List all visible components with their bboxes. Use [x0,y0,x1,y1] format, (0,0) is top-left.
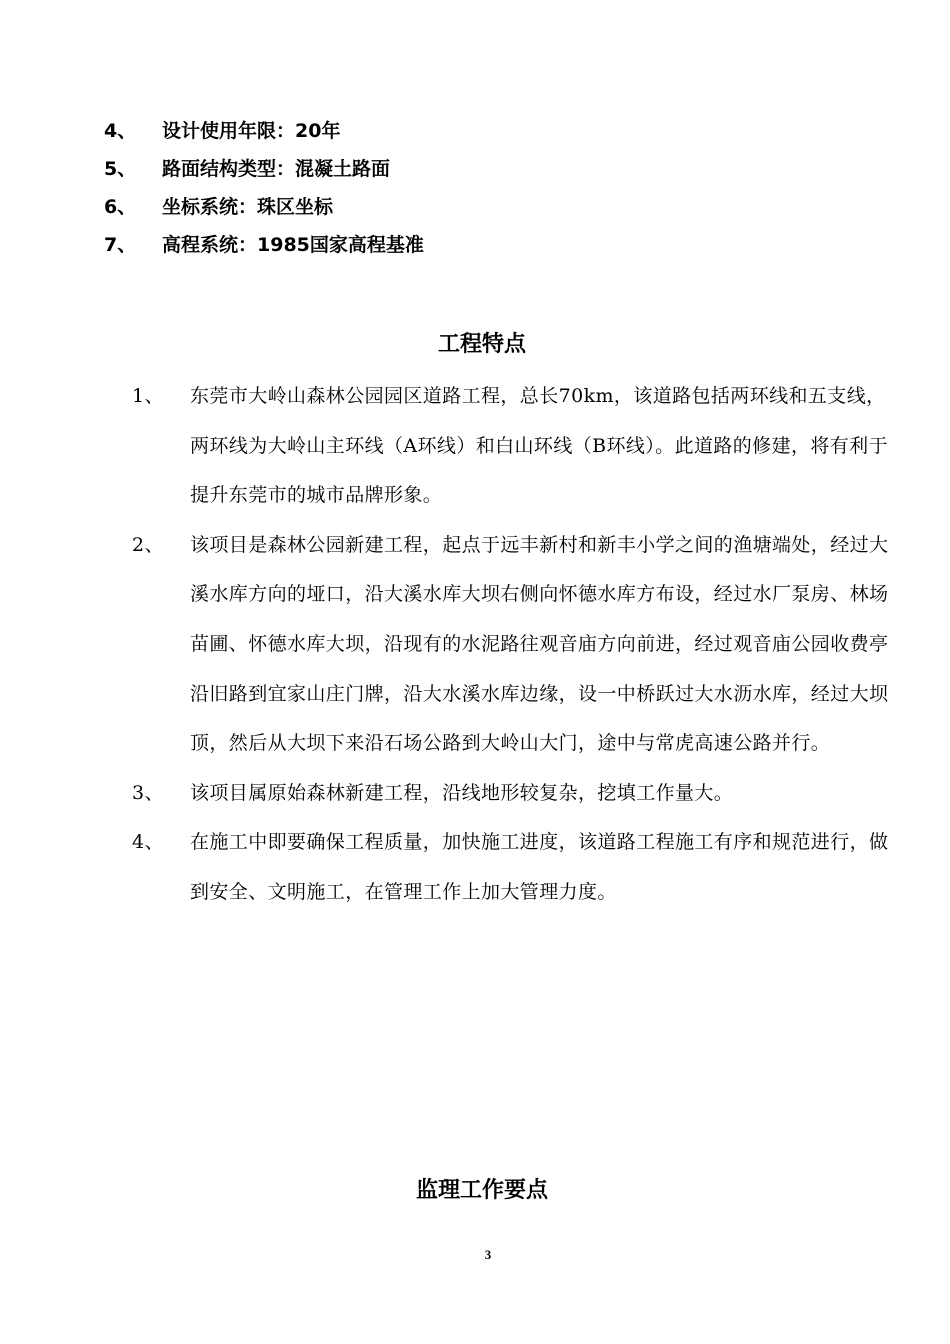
feature-item-text: 该项目是森林公园新建工程，起点于远丰新村和新丰小学之间的渔塘端处，经过大溪水库方向的垭口，沿大溪水库大坝右侧向怀德水库方布设，经过水厂泵房、林场苗圃、怀德水库大坝，沿现有的水泥路往观音庙方向前进，经过观音庙公园收费亭沿旧路到宜家山庄门牌，沿大水溪水库边缘，设一中桥跃过大水沥水库，经过大坝顶，然后从大坝下来沿石场公路到大岭山大门，途中与常虎高速公路并行。 [190,533,889,755]
feature-item-number: 3、 [132,781,164,804]
feature-item-text: 东莞市大岭山森林公园园区道路工程，总长70km，该道路包括两环线和五支线，两环线为大岭山主环线（A环线）和白山环线（B环线）。此道路的修建，将有利于提升东莞市的城市品牌形象。 [190,385,888,507]
feature-item-number: 4、 [132,831,164,854]
feature-item-number: 1、 [132,385,164,407]
spec-item [104,226,424,264]
spec-item-number: 5、 [104,158,137,180]
spec-item-text: 设计使用年限：20年 [162,120,341,142]
spec-item-number: 6、 [104,196,137,218]
feature-item-number: 2、 [132,533,164,556]
feature-item [0,372,900,521]
feature-item [0,769,900,819]
spec-item [104,150,424,188]
feature-item-text: 在施工中即要确保工程质量，加快施工进度，该道路工程施工有序和规范进行，做到安全、文明施工，在管理工作上加大管理力度。 [190,831,889,903]
spec-item-number: 4、 [104,120,137,142]
section-title-supervision: 监理工作要点 [415,1178,548,1203]
feature-item [0,521,900,769]
spec-item-number: 7、 [104,234,137,256]
feature-list [0,372,950,918]
section-title-features: 工程特点 [437,332,526,357]
spec-item [104,112,424,150]
spec-item-text: 高程系统：1985国家高程基准 [162,234,424,256]
spec-item-text: 路面结构类型：混凝土路面 [162,158,391,180]
feature-item-text: 该项目属原始森林新建工程，沿线地形较复杂，挖填工作量大。 [190,781,734,804]
spec-item [104,188,424,226]
feature-item [0,818,900,917]
page-number: 3 [484,1247,492,1262]
spec-item-text: 坐标系统：珠区坐标 [162,196,334,218]
spec-list [104,112,424,264]
